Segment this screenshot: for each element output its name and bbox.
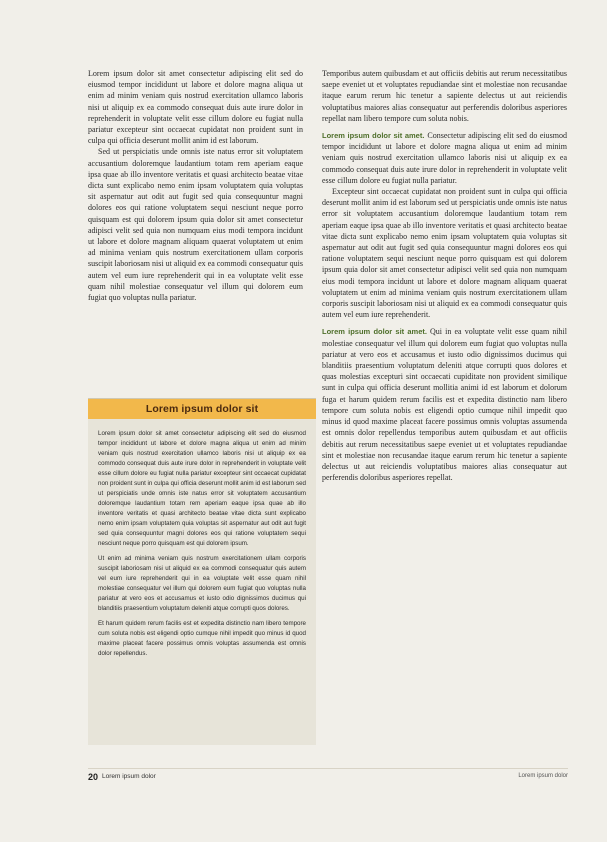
- paragraph-text: Consectetur adipiscing elit sed do eiusmod tempor incididunt ut labore et dolore magna aliqua ut enim ad minim veniam quis nostrud exercitation ullamco laboris nisi ut aliquip ex ea commodo consequat duis aute irure dolor in reprehenderit in voluptate velit esse cillum dolore eu fugiat nulla pariatur.: [322, 131, 567, 185]
- subhead-paragraph: [322, 130, 567, 186]
- body-paragraph: Lorem ipsum dolor sit amet consectetur adipiscing elit sed do eiusmod tempor incididunt ut labore et dolore magna aliqua ut enim ad minim veniam quis nostrud exercitation ullamco laboris nisi ut aliquip ex ea commodo consequat duis aute irure dolor in reprehenderit in voluptate velit esse cillum dolore eu fugiat nulla pariatur excepteur sint occaecat cupidatat non proident sunt in culpa qui officia deserunt mollit anim id est laborum.: [88, 69, 303, 146]
- info-box-title: Lorem ipsum dolor sit: [88, 399, 316, 419]
- info-box-paragraph: Et harum quidem rerum facilis est et expedita distinctio nam libero tempore cum soluta nobis est eligendi optio cumque nihil impedit quo minus id quod maxime placeat facere possimus omnis voluptas assumenda est omnis dolor repellendus.: [98, 620, 306, 657]
- right-text-column: [322, 68, 567, 483]
- subhead-paragraph: [322, 326, 567, 483]
- section-subhead: Lorem ipsum dolor sit amet.: [322, 131, 425, 141]
- paragraph-text: Qui in ea voluptate velit esse quam nihil molestiae consequatur vel illum qui dolorem eum fugiat quo voluptas nulla pariatur at vero eos et accusamus et iusto odio dignissimos ducimus qui blanditiis praesentium voluptatum deleniti atque corrupti quos dolores et quas molestias excepturi sint occaecati cupiditate non provident similique sunt in culpa qui officia deserunt mollitia animi id est laborum et dolorum fuga et harum quidem rerum facilis est et expedita distinctio nam libero tempore cum soluta nobis est eligendi optio cumque nihil impedit quo minus id quod maxime placeat facere possimus omnis voluptas assumenda est omnis dolor repellendus temporibus autem quibusdam et aut officiis debitis aut rerum necessitatibus saepe eveniet ut et voluptates repudiandae sint et molestiae non recusandae itaque earum rerum hic tenetur a sapiente delectus ut aut reiciendis voluptatibus maiores alias consequatur aut perferendis doloribus asperiores repellat.: [322, 327, 567, 483]
- footer-issue: Lorem ipsum dolor: [518, 773, 568, 779]
- left-text-column: [88, 68, 303, 303]
- body-paragraph: Temporibus autem quibusdam et aut officiis debitis aut rerum necessitatibus saepe eveniet ut et voluptates repudiandae sint et molestiae non recusandae itaque earum rerum hic tenetur a sapiente delectus ut aut reiciendis voluptatibus maiores alias consequatur aut perferendis doloribus asperiores repellat nam libero tempore cum soluta nobis.: [322, 69, 567, 123]
- info-box-body: [88, 419, 316, 667]
- page-number: 20: [88, 772, 99, 782]
- body-paragraph: Excepteur sint occaecat cupidatat non proident sunt in culpa qui officia deserunt mollit anim id est laborum sed ut perspiciatis unde omnis iste natus error sit voluptatem accusantium doloremque laudantium totam rem aperiam eaque ipsa quae ab illo inventore veritatis et quasi architecto beatae vitae dicta sunt explicabo nemo enim ipsam voluptatem quia voluptas sit aspernatur aut odit aut fugit sed quia consequuntur magni dolores eos qui ratione voluptatem sequi nesciunt neque porro quisquam est qui dolorem ipsum quia dolor sit amet consectetur adipisci velit sed quia non numquam eius modi tempora incidunt ut labore et dolore magnam aliquam quaerat voluptatem ut enim ad minima veniam quis nostrum exercitationem ullam corporis suscipit laboriosam nisi ut aliquid ex ea commodi consequatur quis autem vel eum iure reprehenderit.: [322, 187, 567, 320]
- page-footer: [88, 768, 568, 783]
- info-box-paragraph: Ut enim ad minima veniam quis nostrum exercitationem ullam corporis suscipit laboriosam nisi ut aliquid ex ea commodi consequatur quis autem vel eum iure reprehenderit qui in ea voluptate velit esse quam nihil molestiae consequatur vel illum qui dolorem eum fugiat quo voluptas nulla pariatur at vero eos et accusamus et iusto odio dignissimos ducimus qui blanditiis praesentium voluptatum deleniti atque corrupti quos dolores.: [98, 555, 306, 612]
- info-box-paragraph: Lorem ipsum dolor sit amet consectetur adipiscing elit sed do eiusmod tempor incididunt ut labore et dolore magna aliqua ut enim ad minim veniam quis nostrud exercitation ullamco laboris nisi ut aliquip ex ea commodo consequat duis aute irure dolor in reprehenderit in voluptate velit esse cillum dolore eu fugiat nulla pariatur excepteur sint occaecat cupidatat non proident sunt in culpa qui officia deserunt mollit anim id est laborum sed ut perspiciatis unde omnis iste natus error sit voluptatem accusantium doloremque laudantium totam rem aperiam eaque ipsa quae ab illo inventore veritatis et quasi architecto beatae vitae dicta sunt explicabo nemo enim ipsam voluptatem quia voluptas sit aspernatur aut odit aut fugit sed quia consequuntur magni dolores eos qui ratione voluptatem sequi nesciunt neque porro quisquam est qui dolorem ipsum.: [98, 430, 306, 547]
- info-box: [88, 398, 316, 745]
- section-subhead: Lorem ipsum dolor sit amet.: [322, 327, 427, 337]
- footer-section-name: Lorem ipsum dolor: [102, 773, 156, 780]
- body-paragraph: Sed ut perspiciatis unde omnis iste natus error sit voluptatem accusantium doloremque laudantium totam rem aperiam eaque ipsa quae ab illo inventore veritatis et quasi architecto beatae vitae dicta sunt explicabo nemo enim ipsam voluptatem quia voluptas sit aspernatur aut odit aut fugit sed quia consequuntur magni dolores eos qui ratione voluptatem sequi nesciunt neque porro quisquam est qui dolorem ipsum quia dolor sit amet consectetur adipisci velit sed quia non numquam eius modi tempora incidunt ut labore et dolore magnam aliquam quaerat voluptatem ut enim ad minima veniam quis nostrum exercitationem ullam corporis suscipit laboriosam nisi ut aliquid ex ea commodi consequatur quis autem vel eum iure reprehenderit qui in ea voluptate velit esse quam nihil molestiae consequatur vel illum qui dolorem eum fugiat quo voluptas nulla pariatur.: [88, 147, 303, 303]
